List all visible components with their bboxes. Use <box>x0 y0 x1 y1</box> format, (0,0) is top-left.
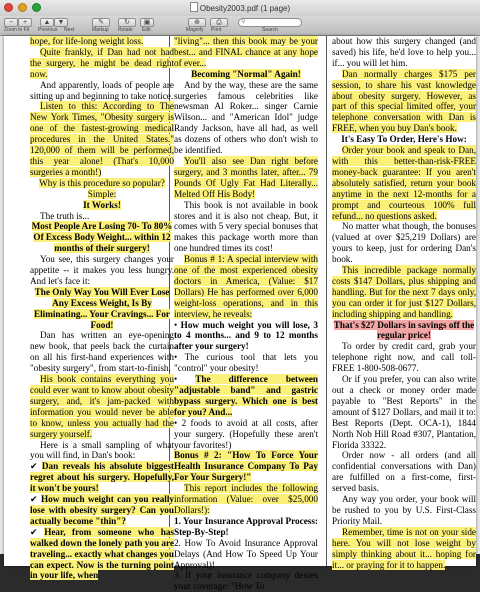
text-column-3 <box>332 36 476 570</box>
list-item: • The difference between "adjustable band" and gastric bypass surgery. Which one is best for you? And... <box>174 374 319 417</box>
paragraph: And apparently, loads of people are sitting up and beginning to take notice. <box>30 79 174 101</box>
paragraph: Or if you prefer, you can also write out a check or money order made payable to "Best Reports" in the amount of $127 Dollars, and mail it to: Best Reports (Dept. OCA-1), 1844 North Nob Hill Road #307, Plantation, Florida 33322. <box>332 374 476 450</box>
paragraph: You see, this surgery changes your appetite -- it makes you less hungry. And let's face it: <box>30 254 174 286</box>
paragraph: You'll also see Dan right before surgery, and 3 months later, after... 79 Pounds Of Ugly Fat Had Literally... Melted Off His Body! <box>174 155 318 199</box>
edit-icon: ▣ <box>143 19 151 26</box>
paragraph: hope, for life-long weight loss. <box>30 36 144 46</box>
paragraph: Order now - all orders (and all confidential conversations with Dan) are fulfilled on a first-come, first-served basis. <box>332 450 476 494</box>
heading: The Only Way You Will Ever Lose Any Excess Weight, Is By Eliminating... Your Cravings... For Food! <box>33 286 171 330</box>
paragraph: Why is this procedure so popular? Simple: <box>39 177 165 199</box>
rotate-icon: ↻ <box>124 19 130 26</box>
zoom-in-button[interactable] <box>18 18 32 27</box>
paragraph: "living"... then this book may be your best... and FINAL chance at any hope of ever... <box>174 36 318 68</box>
rotate-label: Rotate <box>118 27 133 33</box>
pen-icon: ✎ <box>98 19 104 26</box>
zoom-in-icon: + <box>22 19 28 26</box>
text-column-2 <box>174 36 318 592</box>
paragraph: The truth is... <box>40 210 90 221</box>
paragraph: Dan normally charges $175 per session, to share his vast knowledge about obesity surgery. However, as part of this special limited offer, your telephone conversation with Dan is FREE, when you buy Dan's book. <box>332 68 476 134</box>
list-item: • How much weight you will lose, 3 to 4 months... and 9 to 12 months after your surgery! <box>174 319 318 352</box>
edit-label: Edit <box>142 27 151 33</box>
search-input[interactable] <box>238 18 302 27</box>
text-column-1 <box>30 36 174 581</box>
paragraph: Bonus # 2: "How To Force Your Health Insurance Company To Pay For Your Surgery!" <box>174 450 318 483</box>
window-title: Obesity2003.pdf (1 page) <box>0 2 480 13</box>
magnify-button[interactable] <box>188 18 206 27</box>
paragraph: This report includes the following information (Value: over $25,000 Dollars!): <box>174 483 318 515</box>
arrow-down-icon: ▼ <box>57 19 65 26</box>
paragraph: about how this surgery changed (and saved) his life, he'd love to help you... if... you will let him. <box>332 36 476 68</box>
next-button[interactable] <box>54 18 68 27</box>
next-label: Next <box>64 27 75 33</box>
previous-label: Previous <box>38 27 58 33</box>
paragraph: Any way you order, your book will be rushed to you by U.S. First-Class Priority Mail. <box>332 494 476 526</box>
paragraph: And by the way, these are the same surgeries famous celebrities like newsman Al Roker... singer Carnie Wilson... and "American Idol" judge Randy Jackson, have all had, as well as dozens of others who don't wish to be identified. <box>174 79 318 156</box>
arrow-up-icon: ▲ <box>43 19 51 26</box>
rotate-button[interactable] <box>118 18 136 27</box>
markup-button[interactable] <box>92 18 110 27</box>
printer-icon: ⎙ <box>216 19 222 26</box>
list-item: ✔ Dan reveals his absolute biggest regret about his surgery. Hopefully, it won't be yours! <box>30 461 174 494</box>
heading: Most People Are Losing 70- To 80% Of Excess Body Weight... within 12 months of their surgery! <box>31 221 173 254</box>
list-item: 1. Your Insurance Approval Process: Step-By-Step! <box>174 515 318 537</box>
pdf-page <box>4 36 476 592</box>
zoom-out-button[interactable] <box>4 18 18 27</box>
paragraph: Dan has written an eye-opening new book, that peels back the curtain on all his first-hand experiences with "obesity surgery", from start-to-finish. <box>30 330 174 374</box>
magnify-label: Magnify <box>186 27 204 33</box>
pdf-document-icon <box>190 2 198 12</box>
paragraph: Quite frankly, if Dan had not had the surgery, he might be dead right now. <box>30 46 174 79</box>
paragraph: No matter what though, the bonuses (valued at over $25,219 Dollars) are yours to keep, just for ordering Dan's book. <box>332 221 476 265</box>
heading: That's $27 Dollars in savings off the regular price! <box>333 319 475 341</box>
list-item: • 2 foods to avoid at all costs, after your surgery. (Hopefully these aren't your favorites!) <box>174 417 318 450</box>
print-button[interactable] <box>210 18 228 27</box>
print-label: Print <box>211 27 222 33</box>
paragraph: This book is not available in book stores and it is also not cheap. But, it comes with 5 very special bonuses that makes this package worth more than one hundred times its cost! <box>174 199 318 254</box>
magnify-icon: ⊕ <box>194 19 200 26</box>
paragraph: His book contains everything you could ever want to know about obesity surgery, and, it's jam-packed with information you would never be able to know, unless you actually had the surgery yourself. <box>30 374 174 439</box>
zoom-to-fit-label: Zoom to Fit <box>4 27 30 33</box>
heading: It Works! <box>83 199 121 210</box>
zoom-out-icon: − <box>8 19 14 26</box>
paragraph: Order your book and speak to Dan, with this better-than-risk-FREE money-back guarantee: If you aren't absolutely satisfied, return your book anytime in the next 12-months for a prompt and courteous 100% full refund... no questions asked. <box>332 145 476 221</box>
list-item: ✔ How much weight can you really lose with obesity surgery? Can you actually become "thin"? <box>30 494 174 526</box>
paragraph: Listen to this: According to The New York Times, "Obesity surgery is one of the fastest-growing medical procedures in the United States." 120,000 of them will be performed, this year alone! (That's 10,000 surgeries a month!) <box>30 101 174 177</box>
toolbar <box>0 16 480 36</box>
heading: It's Easy To Order, Here's How: <box>341 134 467 145</box>
title-bar <box>0 0 480 17</box>
column-divider <box>326 36 327 566</box>
search-icon: ⚲ <box>241 19 246 25</box>
edit-button[interactable] <box>140 18 154 27</box>
paragraph: This incredible package normally costs $147 Dollars, plus shipping and handling. But for the next 7 days only, you can order it for just $127 Dollars, including shipping and handling. <box>332 265 476 319</box>
list-item: 3. If your insurance company denies your coverage: "How To <box>174 570 318 592</box>
paragraph: Remember, time is not on your side here. You will not lose weight by simply thinking about it... hoping for it... or praying for it to happen. <box>332 526 476 570</box>
list-item: ✔ Hear, from someone who has walked down the lonely path you are traveling... exactly what changes you can expect. Now is the turning point in your life, when <box>30 526 174 581</box>
paragraph: To order by credit card, grab your telephone right now, and call toll-FREE 1-800-508-0677. <box>332 341 476 374</box>
markup-label: Markup <box>92 27 109 33</box>
previous-button[interactable] <box>40 18 54 27</box>
list-item: • The curious tool that lets you "control" your obesity! <box>174 352 318 374</box>
paragraph: Bonus # 1: A special interview with one of the most experienced obesity doctors in America, (Value: $17 Dollars) He has performed over 6,000 weight-loss operations, and in this interview, he reveals: <box>174 254 318 319</box>
paragraph: Here is a small sampling of what you will find, in Dan's book: <box>30 439 174 461</box>
list-item: 2. How To Avoid Insurance Approval Delays (And How To Speed Up Your Approval)! <box>174 537 318 570</box>
heading: Becoming "Normal" Again! <box>191 68 301 79</box>
search-label: Search <box>262 27 278 33</box>
